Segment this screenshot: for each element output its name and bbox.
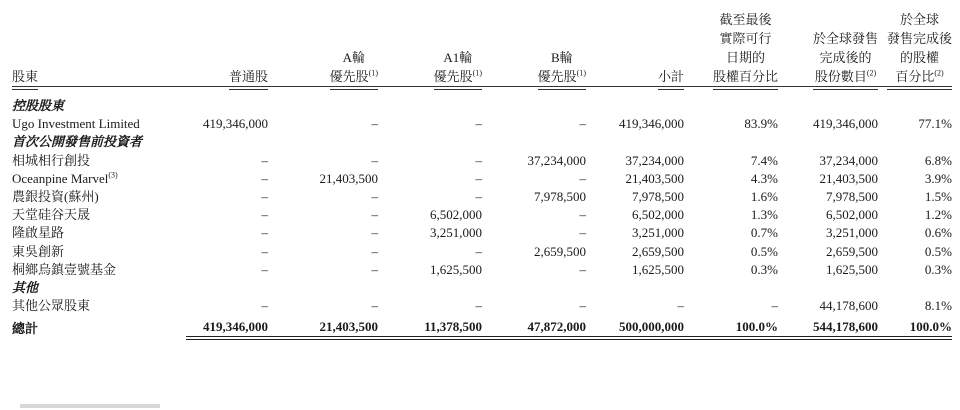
cell-b: –	[579, 298, 586, 314]
header-shareholder: 股東	[12, 10, 186, 87]
total-row	[12, 315, 952, 340]
cell-a: –	[371, 152, 378, 168]
cell-pct-after: 0.6%	[924, 225, 952, 241]
cell-a1: –	[475, 152, 482, 168]
table-row	[12, 261, 952, 279]
cell-a1: –	[475, 189, 482, 205]
cell-shares-after: 44,178,600	[819, 298, 878, 314]
cell-pct-after: 8.1%	[924, 298, 952, 314]
cell-a1: –	[475, 116, 482, 132]
cell-subtotal: 37,234,000	[625, 152, 684, 168]
cell-pct-before: 100.0%	[684, 315, 778, 340]
cell-subtotal: 3,251,000	[632, 225, 684, 241]
cell-shares-after: 1,625,500	[826, 261, 878, 277]
cell-a1: 11,378,500	[378, 315, 482, 340]
header-a-pref: A輪 優先股$^{(1)}$	[268, 10, 378, 87]
cell-b: 2,659,500	[534, 243, 586, 259]
header-pct-after: 於全球 發售完成後 的股權 百分比$^{(2)}$	[878, 10, 952, 87]
cell-a: 21,403,500	[319, 170, 378, 186]
table-row	[12, 170, 952, 188]
cell-pct-before: 1.3%	[750, 207, 778, 223]
cell-b: 7,978,500	[534, 189, 586, 205]
table-row	[12, 297, 952, 315]
cell-a: –	[371, 243, 378, 259]
cell-shareholder: 隆啟星路	[12, 225, 65, 241]
cell-pct-before: 0.3%	[750, 261, 778, 277]
cell-ordinary: –	[261, 298, 268, 314]
cell-b: –	[579, 116, 586, 132]
cell-shareholder: 總計	[12, 321, 39, 337]
table-body	[12, 87, 952, 340]
header-ordinary: 普通股	[186, 10, 268, 87]
cell-subtotal: 7,978,500	[632, 189, 684, 205]
cell-a1: –	[475, 170, 482, 186]
header-row	[12, 10, 952, 87]
cell-a1: 1,625,500	[430, 261, 482, 277]
cell-pct-after: 0.5%	[924, 243, 952, 259]
section-others: 其他	[12, 279, 39, 295]
cell-pct-after: 3.9%	[924, 170, 952, 186]
cell-a: –	[371, 189, 378, 205]
cell-shares-after: 419,346,000	[813, 116, 878, 132]
cell-a1: 3,251,000	[430, 225, 482, 241]
cell-b: –	[579, 225, 586, 241]
cell-ordinary: 419,346,000	[186, 315, 268, 340]
table-row	[12, 152, 952, 170]
cell-a1: –	[475, 243, 482, 259]
cell-ordinary: –	[261, 170, 268, 186]
cell-b: –	[579, 170, 586, 186]
cell-shares-after: 7,978,500	[826, 189, 878, 205]
cell-ordinary: 419,346,000	[203, 116, 268, 132]
cell-ordinary: –	[261, 152, 268, 168]
cell-subtotal: 6,502,000	[632, 207, 684, 223]
cell-shares-after: 2,659,500	[826, 243, 878, 259]
cell-shares-after: 37,234,000	[819, 152, 878, 168]
cell-subtotal: 419,346,000	[619, 116, 684, 132]
cell-shares-after: 6,502,000	[826, 207, 878, 223]
cell-a: –	[371, 298, 378, 314]
header-b-pref: B輪 優先股$^{(1)}$	[482, 10, 586, 87]
cell-ordinary: –	[261, 225, 268, 241]
cell-subtotal: 21,403,500	[625, 170, 684, 186]
table-row	[12, 224, 952, 242]
cell-shareholder: 桐鄉烏鎮壹號基金	[12, 261, 117, 277]
cell-shareholder: 天堂硅谷天晟	[12, 207, 91, 223]
cell-shares-after: 21,403,500	[819, 170, 878, 186]
cell-shareholder: Oceanpine Marvel$^{(3)}$	[12, 170, 118, 186]
cell-pct-after: 77.1%	[918, 116, 952, 132]
cell-shareholder: 其他公眾股東	[12, 298, 91, 314]
table-row	[12, 188, 952, 206]
cell-a: –	[371, 225, 378, 241]
table-row	[12, 243, 952, 261]
cell-pct-before: 7.4%	[750, 152, 778, 168]
cell-ordinary: –	[261, 189, 268, 205]
cell-b: –	[579, 261, 586, 277]
cell-shareholder: 農銀投資(蘇州)	[12, 189, 99, 205]
cell-pct-before: 4.3%	[750, 170, 778, 186]
cell-ordinary: –	[261, 261, 268, 277]
cell-b: 47,872,000	[482, 315, 586, 340]
cell-a: –	[371, 116, 378, 132]
cell-pct-before: 0.7%	[750, 225, 778, 241]
cell-subtotal: 2,659,500	[632, 243, 684, 259]
cell-a1: –	[475, 298, 482, 314]
cell-b: 37,234,000	[527, 152, 586, 168]
header-shares-after: 於全球發售 完成後的 股份數目$^{(2)}$	[778, 10, 878, 87]
cell-pct-after: 1.2%	[924, 207, 952, 223]
cell-b: –	[579, 207, 586, 223]
cell-pct-before: 1.6%	[750, 189, 778, 205]
table-row	[12, 206, 952, 224]
cell-a: 21,403,500	[268, 315, 378, 340]
cell-subtotal: 500,000,000	[586, 315, 684, 340]
cell-pct-after: 1.5%	[924, 189, 952, 205]
shareholding-table	[12, 10, 952, 340]
section-controlling: 控股股東	[12, 98, 65, 114]
cell-a: –	[371, 207, 378, 223]
cell-pct-before: 83.9%	[744, 116, 778, 132]
header-pct-before: 截至最後 實際可行 日期的 股權百分比	[684, 10, 778, 87]
cell-subtotal: –	[677, 298, 684, 314]
cell-ordinary: –	[261, 207, 268, 223]
header-a1-pref: A1輪 優先股$^{(1)}$	[378, 10, 482, 87]
cell-shares-after: 544,178,600	[778, 315, 878, 340]
table-row	[12, 115, 952, 133]
cell-pct-after: 0.3%	[924, 261, 952, 277]
cell-shareholder: Ugo Investment Limited	[12, 116, 140, 132]
cell-a1: 6,502,000	[430, 207, 482, 223]
cell-pct-after: 100.0%	[878, 315, 952, 340]
cell-pct-after: 6.8%	[924, 152, 952, 168]
cell-ordinary: –	[261, 243, 268, 259]
cell-shares-after: 3,251,000	[826, 225, 878, 241]
section-preipo: 首次公開發售前投資者	[12, 134, 143, 150]
cell-pct-before: 0.5%	[750, 243, 778, 259]
cell-a: –	[371, 261, 378, 277]
header-subtotal: 小計	[586, 10, 684, 87]
cell-pct-before: –	[771, 298, 778, 314]
page-edge-mark	[20, 404, 160, 408]
cell-shareholder: 相城相行創投	[12, 152, 91, 168]
cell-subtotal: 1,625,500	[632, 261, 684, 277]
cell-shareholder: 東吳創新	[12, 243, 65, 259]
